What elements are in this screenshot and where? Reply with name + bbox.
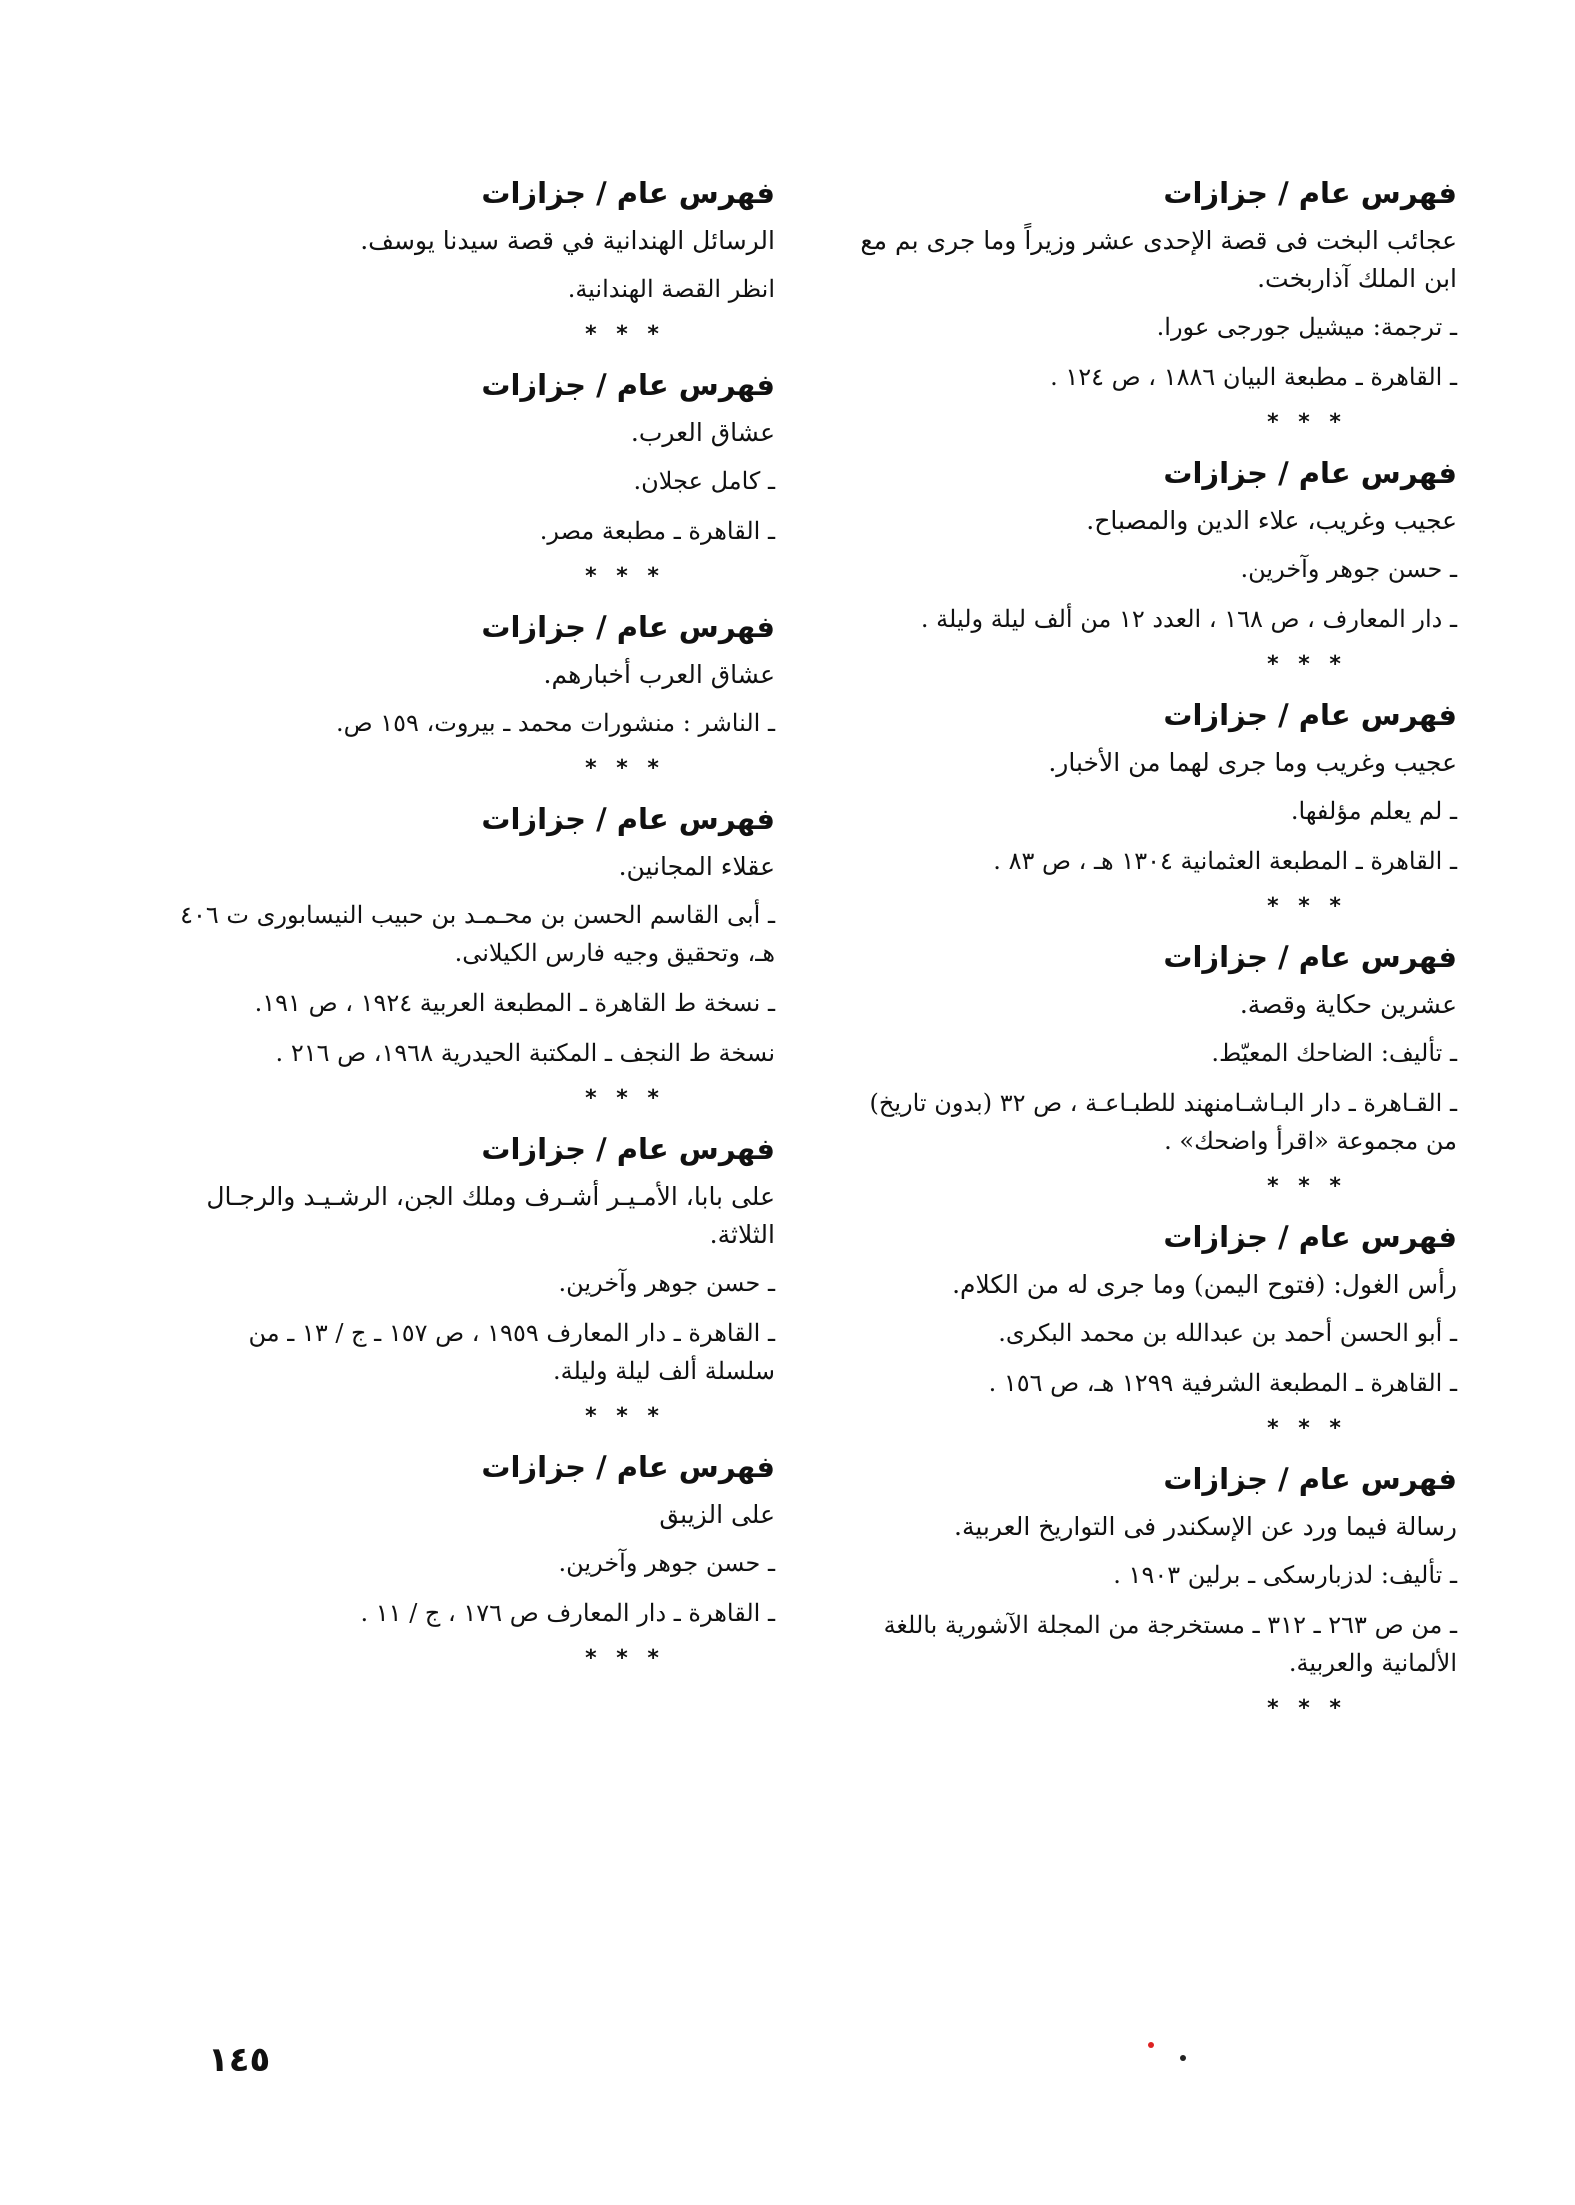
entry-detail-line: ـ القاهرة ـ المطبعة الشرفية ١٢٩٩ هـ، ص ١٥٦ .: [988, 1369, 1457, 1397]
right-column: [857, 172, 1457, 1738]
entry-header: فهرس عام / جزازات: [1163, 456, 1457, 490]
ink-mark-red: [1148, 2042, 1154, 2048]
catalog-entry: [175, 364, 775, 592]
entry-detail-line: ـ كامل عجلان.: [633, 467, 775, 495]
catalog-entry: [175, 606, 775, 784]
entry-separator: * * *: [585, 564, 665, 589]
entry-separator: * * *: [1267, 1416, 1347, 1441]
entry-detail-line: ـ حسن جوهر وآخرين.: [558, 1549, 775, 1577]
entry-title: الرسائل الهندانية في قصة سيدنا يوسف.: [360, 226, 775, 255]
entry-title: عشاق العرب أخبارهم.: [543, 660, 775, 689]
entry-detail-line: ـ الناشر : منشورات محمد ـ بيروت، ١٥٩ ص.: [335, 709, 775, 737]
catalog-entry: [857, 1216, 1457, 1444]
entry-header: فهرس عام / جزازات: [481, 176, 775, 210]
entry-header: فهرس عام / جزازات: [481, 1450, 775, 1484]
entry-separator: * * *: [1267, 894, 1347, 919]
entry-title: رسالة فيما ورد عن الإسكندر فى التواريخ العربية.: [954, 1512, 1457, 1541]
entry-title: عجيب وغريب وما جرى لهما من الأخبار.: [1048, 748, 1457, 777]
entry-header: فهرس عام / جزازات: [1163, 1220, 1457, 1254]
entry-header: فهرس عام / جزازات: [1163, 698, 1457, 732]
entry-detail-line: ـ القاهرة ـ دار المعارف ص ١٧٦ ، ج / ١١ .: [360, 1599, 775, 1627]
entry-detail-line: ـ القـاهرة ـ دار البـاشـامنهند للطبـاعـة ، ص ٣٢ (بدون تاريخ) من مجموعة «اقرأ واضحك» .: [869, 1089, 1457, 1155]
entry-title: عقلاء المجانين.: [618, 852, 775, 881]
catalog-entry: [175, 1446, 775, 1674]
entry-detail-line: ـ تأليف: الضاحك المعيّط.: [1211, 1039, 1457, 1067]
entry-separator: * * *: [1267, 410, 1347, 435]
entry-header: فهرس عام / جزازات: [1163, 1462, 1457, 1496]
catalog-entry: [857, 452, 1457, 680]
entry-title: على الزيبق: [659, 1500, 775, 1529]
catalog-entry: [857, 936, 1457, 1202]
entry-detail-line: ـ القاهرة ـ مطبعة البيان ١٨٨٦ ، ص ١٢٤ .: [1050, 363, 1457, 391]
entry-separator: * * *: [585, 756, 665, 781]
entry-separator: * * *: [1267, 652, 1347, 677]
catalog-entry: [175, 798, 775, 1114]
entry-title: عجائب البخت فى قصة الإحدى عشر وزيراً وما جرى بم مع ابن الملك آذاربخت.: [860, 226, 1457, 293]
entry-header: فهرس عام / جزازات: [481, 1132, 775, 1166]
entry-detail-line: ـ القاهرة ـ دار المعارف ١٩٥٩ ، ص ١٥٧ ـ ج / ١٣ ـ من سلسلة ألف ليلة وليلة.: [248, 1319, 775, 1385]
page-number: ١٤٥: [208, 2040, 271, 2080]
left-column: [175, 172, 775, 1688]
entry-separator: * * *: [585, 322, 665, 347]
entry-title: على بابا، الأمـيـر أشـرف وملك الجن، الرشـيـد والرجـال الثلاثة.: [206, 1182, 775, 1249]
entry-separator: * * *: [1267, 1174, 1347, 1199]
entry-header: فهرس عام / جزازات: [1163, 176, 1457, 210]
entry-title: عشرين حكاية وقصة.: [1239, 990, 1457, 1019]
entry-detail-line: ـ من ص ٢٦٣ ـ ٣١٢ ـ مستخرجة من المجلة الآشورية باللغة الألمانية والعربية.: [883, 1611, 1457, 1677]
entry-title: رأس الغول: (فتوح اليمن) وما جرى له من الكلام.: [952, 1270, 1457, 1299]
entry-separator: * * *: [585, 1086, 665, 1111]
entry-detail-line: انظر القصة الهندانية.: [567, 275, 775, 303]
ink-mark-black: [1180, 2055, 1186, 2061]
entry-detail-line: ـ القاهرة ـ المطبعة العثمانية ١٣٠٤ هـ ، ص ٨٣ .: [993, 847, 1457, 875]
entry-detail-line: ـ القاهرة ـ مطبعة مصر.: [539, 517, 775, 545]
entry-detail-line: ـ حسن جوهر وآخرين.: [1240, 555, 1457, 583]
entry-header: فهرس عام / جزازات: [481, 802, 775, 836]
entry-separator: * * *: [585, 1646, 665, 1671]
entry-header: فهرس عام / جزازات: [1163, 940, 1457, 974]
entry-detail-line: ـ ترجمة: ميشيل جورجى عورا.: [1156, 313, 1457, 341]
entry-detail-line: ـ دار المعارف ، ص ١٦٨ ، العدد ١٢ من ألف ليلة وليلة .: [920, 605, 1457, 633]
catalog-entry: [175, 172, 775, 350]
catalog-entry: [857, 694, 1457, 922]
catalog-entry: [857, 1458, 1457, 1724]
entry-detail-line: ـ لم يعلم مؤلفها.: [1290, 797, 1457, 825]
entry-header: فهرس عام / جزازات: [481, 610, 775, 644]
entry-title: عجيب وغريب، علاء الدين والمصباح.: [1086, 506, 1457, 535]
entry-header: فهرس عام / جزازات: [481, 368, 775, 402]
entry-detail-line: ـ نسخة ط القاهرة ـ المطبعة العربية ١٩٢٤ ، ص ١٩١.: [254, 989, 775, 1017]
entry-detail-line: ـ حسن جوهر وآخرين.: [558, 1269, 775, 1297]
entry-title: عشاق العرب.: [630, 418, 775, 447]
entry-detail-line: ـ أبو الحسن أحمد بن عبدالله بن محمد البكرى.: [998, 1319, 1457, 1347]
entry-detail-line: ـ أبى القاسم الحسن بن محـمـد بن حبيب النيسابورى ت ٤٠٦ هـ، وتحقيق وجيه فارس الكيلانى.: [180, 901, 775, 967]
entry-detail-line: ـ تأليف: لدزبارسكى ـ برلين ١٩٠٣ .: [1113, 1561, 1457, 1589]
entry-separator: * * *: [1267, 1696, 1347, 1721]
entry-separator: * * *: [585, 1404, 665, 1429]
catalog-entry: [857, 172, 1457, 438]
entry-detail-line: نسخة ط النجف ـ المكتبة الحيدرية ١٩٦٨، ص ٢١٦ .: [275, 1039, 775, 1067]
catalog-entry: [175, 1128, 775, 1432]
